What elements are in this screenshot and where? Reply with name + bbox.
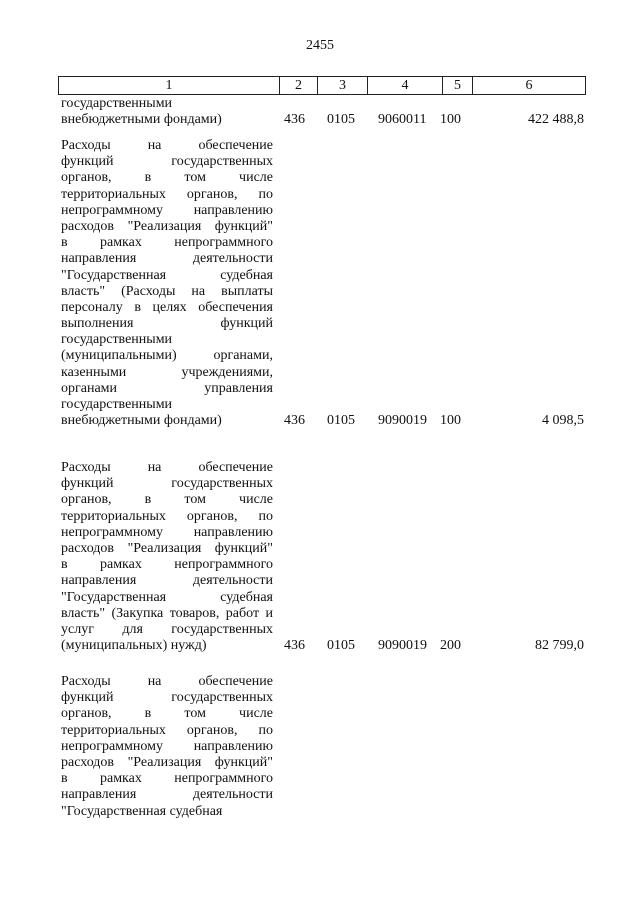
header-col-2: 2 (279, 77, 317, 94)
description-line: "Государственная судебная (61, 267, 273, 283)
header-col-3: 3 (317, 77, 367, 94)
table-header (58, 76, 586, 95)
row-col-4-value: 9060011 (378, 112, 427, 128)
row-col-5-value: 100 (440, 112, 461, 128)
description-line: непрограммному направлению (61, 738, 273, 754)
description-line: расходов "Реализация функций" (61, 754, 273, 770)
header-col-5: 5 (442, 77, 472, 94)
description-line: в рамках непрограммного (61, 557, 273, 573)
description-line: выполнения функций (61, 316, 273, 332)
row-col-2-value: 436 (284, 112, 305, 128)
row-description (61, 138, 273, 429)
description-line: территориальных органов, по (61, 722, 273, 738)
row-col-3-value: 0105 (327, 413, 355, 429)
description-line: персоналу в целях обеспечения (61, 299, 273, 315)
row-col-5-value: 100 (440, 413, 461, 429)
description-line: органов, в том числе (61, 706, 273, 722)
description-line: функций государственных (61, 476, 273, 492)
row-col-6-amount: 4 098,5 (542, 413, 584, 429)
description-line: государственными (61, 96, 173, 111)
description-line: (муниципальными) органами, (61, 348, 273, 364)
header-col-6: 6 (472, 77, 585, 94)
description-line: направления деятельности (61, 251, 273, 267)
description-line: внебюджетными фондами) (61, 112, 222, 128)
description-line: Расходы на обеспечение (61, 460, 273, 475)
description-line: Расходы на обеспечение (61, 138, 273, 153)
description-line: (муниципальных) нужд) (61, 638, 207, 654)
description-line: органов, в том числе (61, 170, 273, 186)
row-col-6-amount: 82 799,0 (535, 638, 584, 654)
description-line: направления деятельности (61, 787, 273, 803)
description-line: власть" (Закупка товаров, работ и (61, 605, 273, 621)
description-line: территориальных органов, по (61, 186, 273, 202)
description-line: направления деятельности (61, 573, 273, 589)
description-line: государственными (61, 332, 173, 348)
row-col-3-value: 0105 (327, 638, 355, 654)
row-col-5-value: 200 (440, 638, 461, 654)
description-line: внебюджетными фондами) (61, 413, 222, 429)
row-description (61, 674, 273, 820)
description-line: государственными (61, 397, 173, 412)
description-line: власть" (Расходы на выплаты (61, 283, 273, 299)
description-line: функций государственных (61, 690, 273, 706)
description-line: казенными учреждениями, (61, 364, 273, 380)
row-col-4-value: 9090019 (378, 638, 427, 654)
description-line: "Государственная судебная (61, 803, 223, 819)
description-line: в рамках непрограммного (61, 235, 273, 251)
row-col-4-value: 9090019 (378, 413, 427, 429)
description-line: "Государственная судебная (61, 589, 273, 605)
row-col-2-value: 436 (284, 638, 305, 654)
description-line: непрограммному направлению (61, 524, 273, 540)
description-line: органов, в том числе (61, 492, 273, 508)
description-line: непрограммному направлению (61, 202, 273, 218)
description-line: расходов "Реализация функций" (61, 540, 273, 556)
row-col-3-value: 0105 (327, 112, 355, 128)
row-description (61, 96, 273, 128)
header-col-1: 1 (165, 78, 173, 93)
description-line: услуг для государственных (61, 621, 273, 637)
row-description (61, 460, 273, 654)
page-number: 2455 (306, 38, 334, 53)
header-col-4: 4 (367, 77, 442, 94)
row-col-6-amount: 422 488,8 (528, 112, 584, 128)
description-line: органами управления (61, 380, 273, 396)
row-col-2-value: 436 (284, 413, 305, 429)
description-line: функций государственных (61, 154, 273, 170)
description-line: расходов "Реализация функций" (61, 218, 273, 234)
description-line: территориальных органов, по (61, 508, 273, 524)
description-line: Расходы на обеспечение (61, 674, 273, 689)
description-line: в рамках непрограммного (61, 771, 273, 787)
